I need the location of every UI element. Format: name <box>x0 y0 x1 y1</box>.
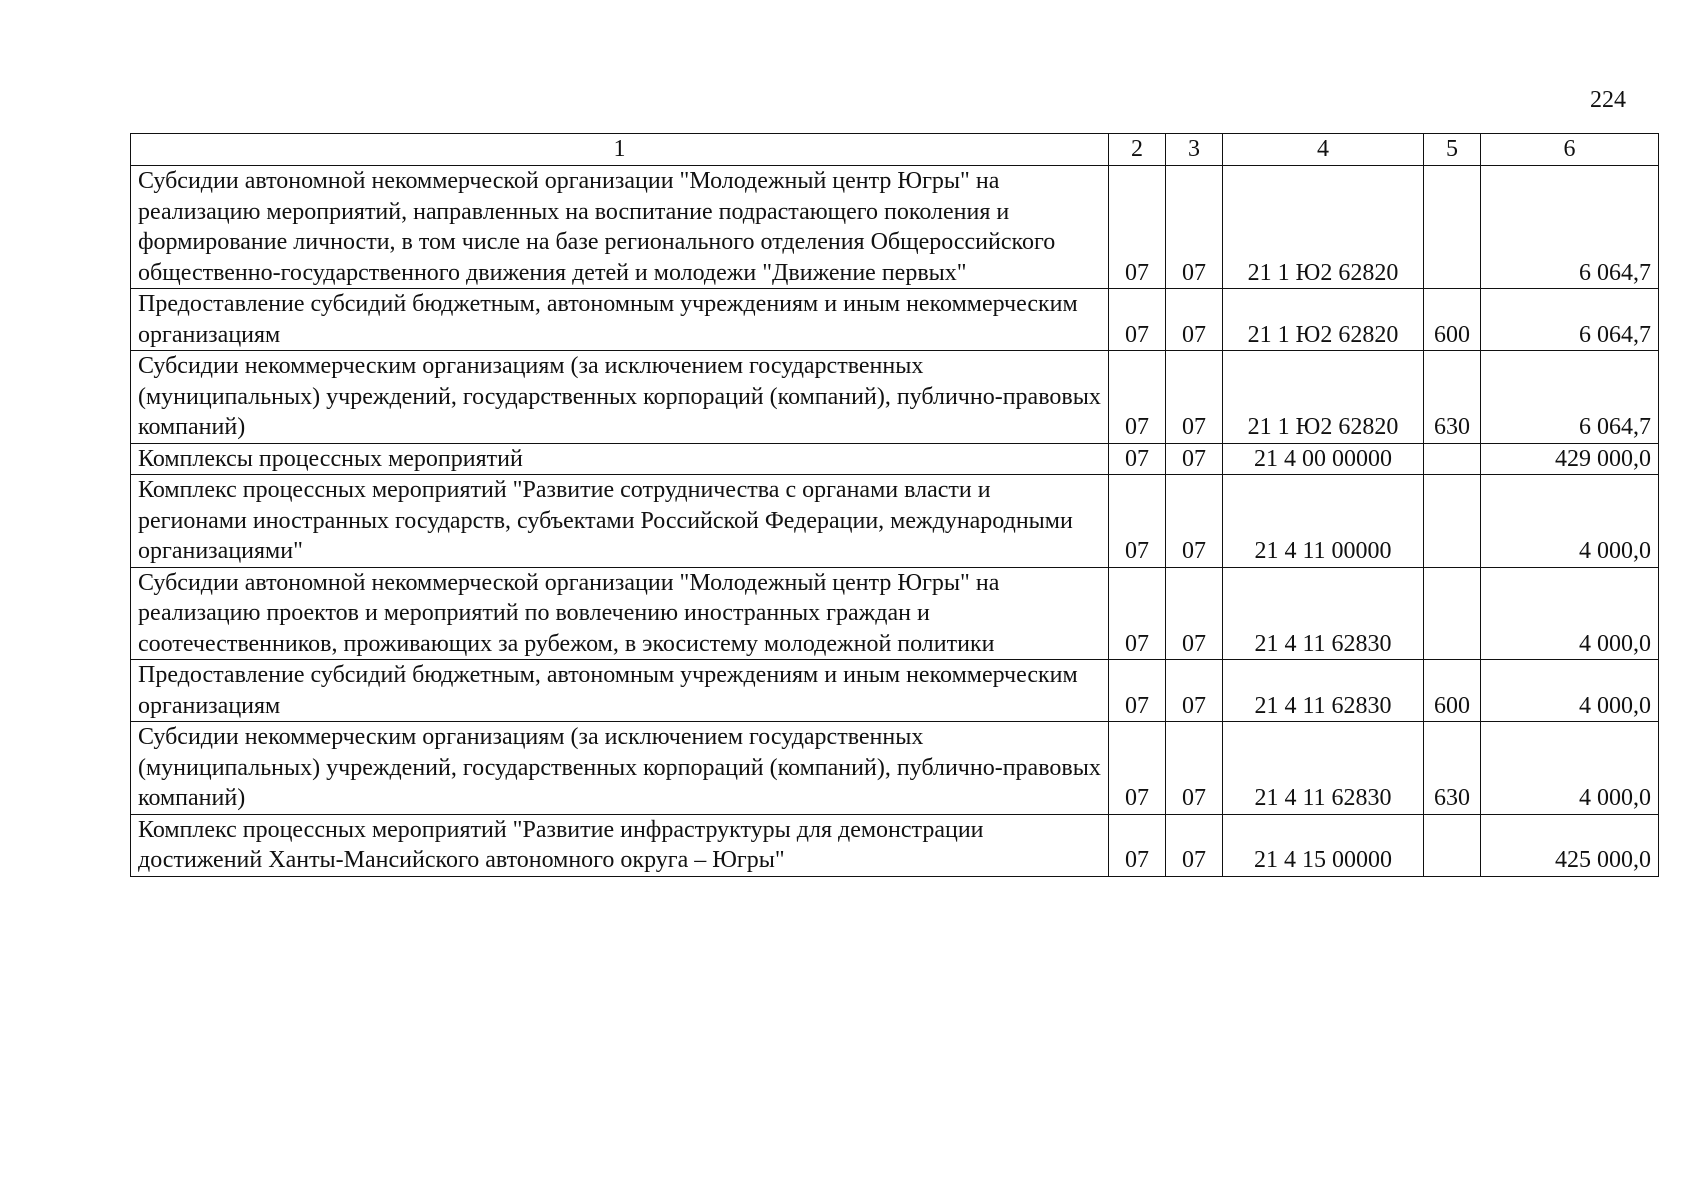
row-amount-cell: 4 000,0 <box>1481 660 1659 722</box>
budget-table <box>130 133 1659 877</box>
row-name-cell: Комплекс процессных мероприятий "Развитие сотрудничества с органами власти и регионами иностранных государств, субъектами Российской Федерации, международными организациями" <box>131 475 1109 568</box>
row-code-cell: 21 4 15 00000 <box>1223 814 1424 876</box>
row-name-cell: Субсидии автономной некоммерческой организации "Молодежный центр Югры" на реализацию проектов и мероприятий по вовлечению иностранных граждан и соотечественников, проживающих за рубежом, в экосистему молодежной политики <box>131 567 1109 660</box>
row-name-cell: Комплекс процессных мероприятий "Развитие инфраструктуры для демонстрации достижений Ханты-Мансийского автономного округа – Югры" <box>131 814 1109 876</box>
row-section-cell: 07 <box>1109 351 1166 444</box>
row-section-cell: 07 <box>1109 814 1166 876</box>
row-expense-type-cell <box>1424 443 1481 475</box>
row-subsection-cell: 07 <box>1166 289 1223 351</box>
row-subsection-cell: 07 <box>1166 166 1223 289</box>
row-section-cell: 07 <box>1109 166 1166 289</box>
row-amount-cell: 4 000,0 <box>1481 722 1659 815</box>
table-row <box>131 166 1659 289</box>
row-name-cell: Субсидии некоммерческим организациям (за исключением государственных (муниципальных) учреждений, государственных корпораций (компаний), публично-правовых компаний) <box>131 351 1109 444</box>
row-subsection-cell: 07 <box>1166 351 1223 444</box>
row-subsection-cell: 07 <box>1166 475 1223 568</box>
row-subsection-cell: 07 <box>1166 660 1223 722</box>
row-amount-cell: 425 000,0 <box>1481 814 1659 876</box>
row-subsection-cell: 07 <box>1166 443 1223 475</box>
row-code-cell: 21 4 11 62830 <box>1223 567 1424 660</box>
row-section-cell: 07 <box>1109 722 1166 815</box>
row-subsection-cell: 07 <box>1166 567 1223 660</box>
row-name-cell: Комплексы процессных мероприятий <box>131 443 1109 475</box>
page-number: 224 <box>1590 87 1626 113</box>
table-row <box>131 567 1659 660</box>
row-section-cell: 07 <box>1109 567 1166 660</box>
row-expense-type-cell: 600 <box>1424 660 1481 722</box>
row-expense-type-cell <box>1424 475 1481 568</box>
table-row <box>131 289 1659 351</box>
column-header-code: 4 <box>1223 134 1424 166</box>
row-subsection-cell: 07 <box>1166 814 1223 876</box>
row-name-cell: Субсидии некоммерческим организациям (за исключением государственных (муниципальных) учреждений, государственных корпораций (компаний), публично-правовых компаний) <box>131 722 1109 815</box>
row-section-cell: 07 <box>1109 475 1166 568</box>
row-code-cell: 21 4 11 62830 <box>1223 722 1424 815</box>
table-row <box>131 660 1659 722</box>
row-section-cell: 07 <box>1109 443 1166 475</box>
table-row <box>131 351 1659 444</box>
column-header-subsection: 3 <box>1166 134 1223 166</box>
row-code-cell: 21 1 Ю2 62820 <box>1223 351 1424 444</box>
row-code-cell: 21 1 Ю2 62820 <box>1223 289 1424 351</box>
row-amount-cell: 6 064,7 <box>1481 166 1659 289</box>
row-expense-type-cell: 630 <box>1424 351 1481 444</box>
row-name-cell: Субсидии автономной некоммерческой организации "Молодежный центр Югры" на реализацию мероприятий, направленных на воспитание подрастающего поколения и формирование личности, в том числе на базе регионального отделения Общероссийского общественно-государственного движения детей и молодежи "Движение первых" <box>131 166 1109 289</box>
row-code-cell: 21 1 Ю2 62820 <box>1223 166 1424 289</box>
table-row <box>131 443 1659 475</box>
row-code-cell: 21 4 11 00000 <box>1223 475 1424 568</box>
row-expense-type-cell <box>1424 166 1481 289</box>
row-code-cell: 21 4 00 00000 <box>1223 443 1424 475</box>
column-header-amount: 6 <box>1481 134 1659 166</box>
row-amount-cell: 4 000,0 <box>1481 475 1659 568</box>
row-amount-cell: 429 000,0 <box>1481 443 1659 475</box>
row-expense-type-cell: 630 <box>1424 722 1481 815</box>
row-expense-type-cell <box>1424 567 1481 660</box>
column-header-section: 2 <box>1109 134 1166 166</box>
row-name-cell: Предоставление субсидий бюджетным, автономным учреждениям и иным некоммерческим организациям <box>131 660 1109 722</box>
row-amount-cell: 6 064,7 <box>1481 351 1659 444</box>
column-header-expense-type: 5 <box>1424 134 1481 166</box>
table-row <box>131 475 1659 568</box>
row-amount-cell: 6 064,7 <box>1481 289 1659 351</box>
table-row <box>131 814 1659 876</box>
table-row <box>131 722 1659 815</box>
column-header-name: 1 <box>131 134 1109 166</box>
row-code-cell: 21 4 11 62830 <box>1223 660 1424 722</box>
row-section-cell: 07 <box>1109 289 1166 351</box>
table-header-row <box>131 134 1659 166</box>
row-subsection-cell: 07 <box>1166 722 1223 815</box>
row-expense-type-cell: 600 <box>1424 289 1481 351</box>
row-name-cell: Предоставление субсидий бюджетным, автономным учреждениям и иным некоммерческим организациям <box>131 289 1109 351</box>
row-section-cell: 07 <box>1109 660 1166 722</box>
row-expense-type-cell <box>1424 814 1481 876</box>
row-amount-cell: 4 000,0 <box>1481 567 1659 660</box>
